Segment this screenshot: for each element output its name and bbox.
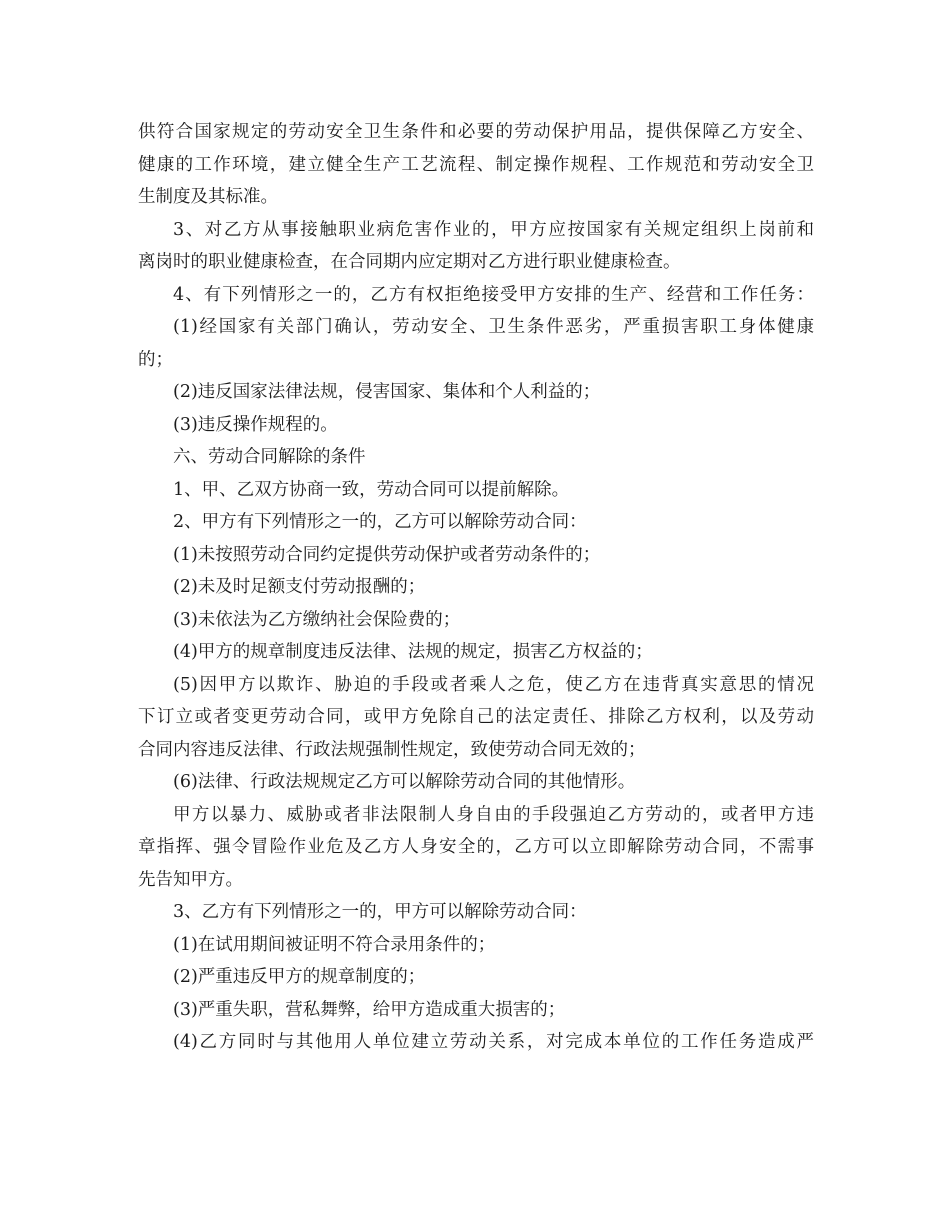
text-line: 4、有下列情形之一的，乙方有权拒绝接受甲方安排的生产、经营和工作任务： xyxy=(173,284,814,305)
text-line: 章指挥、强令冒险作业危及乙方人身安全的，乙方可以立即解除劳动合同，不需事 xyxy=(138,837,814,857)
text-line: 六、劳动合同解除的条件 xyxy=(173,447,366,467)
text-line: (1)未按照劳动合同约定提供劳动保护或者劳动条件的； xyxy=(173,544,601,565)
text-line: 2、甲方有下列情形之一的，乙方可以解除劳动合同： xyxy=(173,512,587,532)
text-line: (1)经国家有关部门确认，劳动安全、卫生条件恶劣，严重损害职工身体健康 xyxy=(173,317,814,337)
text-line: (2)严重违反甲方的规章制度的； xyxy=(173,967,426,987)
text-line: (4)乙方同时与其他用人单位建立劳动关系，对完成本单位的工作任务造成严 xyxy=(173,1032,814,1052)
text-line: 3、乙方有下列情形之一的，甲方可以解除劳动合同： xyxy=(173,902,587,922)
text-line: (3)违反操作规程的。 xyxy=(173,414,338,435)
text-line: 3、对乙方从事接触职业病危害作业的，甲方应按国家有关规定组织上岗前和 xyxy=(173,219,814,240)
text-line: 1、甲、乙双方协商一致，劳动合同可以提前解除。 xyxy=(173,479,570,500)
document-body xyxy=(138,116,814,1059)
text-line: 离岗时的职业健康检查，在合同期内应定期对乙方进行职业健康检查。 xyxy=(138,252,681,272)
text-line: 的； xyxy=(138,349,173,370)
text-line: (4)甲方的规章制度违反法律、法规的规定，损害乙方权益的； xyxy=(173,642,653,662)
text-line: (3)未依法为乙方缴纳社会保险费的； xyxy=(173,609,461,630)
text-line: (5)因甲方以欺诈、胁迫的手段或者乘人之危，使乙方在违背真实意思的情况 xyxy=(173,674,814,695)
text-line: 下订立或者变更劳动合同，或甲方免除自己的法定责任、排除乙方权利，以及劳动 xyxy=(138,707,814,727)
text-line: 健康的工作环境，建立健全生产工艺流程、制定操作规程、工作规范和劳动安全卫 xyxy=(138,154,814,175)
text-line: 先告知甲方。 xyxy=(138,869,243,890)
text-line: (3)严重失职，营私舞弊，给甲方造成重大损害的； xyxy=(173,999,566,1020)
text-line: 供符合国家规定的劳动安全卫生条件和必要的劳动保护用品，提供保障乙方安全、 xyxy=(138,122,814,142)
text-line: (6)法律、行政法规规定乙方可以解除劳动合同的其他情形。 xyxy=(173,772,636,792)
text-line: (1)在试用期间被证明不符合录用条件的； xyxy=(173,934,496,955)
text-line: 生制度及其标准。 xyxy=(138,187,278,207)
text-line: (2)未及时足额支付劳动报酬的； xyxy=(173,577,426,597)
text-line: (2)违反国家法律法规，侵害国家、集体和个人利益的； xyxy=(173,382,601,402)
text-line: 合同内容违反法律、行政法规强制性规定，致使劳动合同无效的； xyxy=(138,739,646,760)
text-line: 甲方以暴力、威胁或者非法限制人身自由的手段强迫乙方劳动的，或者甲方违 xyxy=(173,804,814,825)
